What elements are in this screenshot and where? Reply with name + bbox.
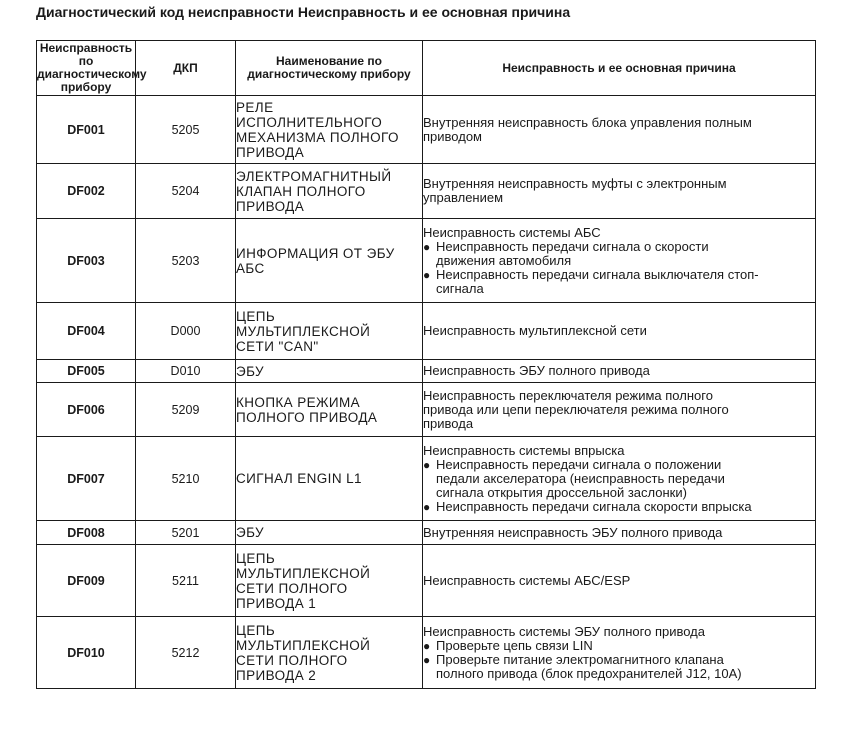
table-row <box>37 360 816 383</box>
fault-cause <box>423 383 816 437</box>
table-row <box>37 383 816 437</box>
dkp-code: 5204 <box>136 164 236 219</box>
fault-code: DF003 <box>37 219 136 303</box>
cause-text: Внутренняя неисправность муфты с электронным управлением <box>423 176 727 205</box>
cause-text: Неисправность системы ЭБУ полного привода <box>423 623 706 639</box>
dkp-code: 5211 <box>136 545 236 617</box>
table-row <box>37 96 816 164</box>
cause-bullet-text: Проверьте питание электромагнитного клапана полного привода (блок предохранителей J12, 10A) <box>436 651 742 681</box>
fault-cause <box>423 96 816 164</box>
fault-code: DF008 <box>37 521 136 545</box>
table-row <box>37 617 816 689</box>
dkp-code: 5209 <box>136 383 236 437</box>
device-name: ЭБУ <box>236 521 423 545</box>
table-row <box>37 521 816 545</box>
bullet-icon: ● <box>423 652 431 667</box>
dkp-code: 5205 <box>136 96 236 164</box>
cause-bullet-text: Неисправность передачи сигнала о скорости движения автомобиля <box>436 238 709 268</box>
fault-cause <box>423 617 816 689</box>
diagnostic-codes-table <box>36 40 816 689</box>
fault-cause <box>423 360 816 383</box>
dkp-code: 5203 <box>136 219 236 303</box>
dkp-code: D000 <box>136 303 236 360</box>
device-name: ЦЕПЬ МУЛЬТИПЛЕКСНОЙ СЕТИ ПОЛНОГО ПРИВОДА 2 <box>236 617 423 689</box>
device-name: КНОПКА РЕЖИМА ПОЛНОГО ПРИВОДА <box>236 383 423 437</box>
cause-bullet-item <box>423 639 815 653</box>
cause-bullet-item <box>423 458 815 500</box>
cause-text: Неисправность ЭБУ полного привода <box>423 363 650 378</box>
bullet-icon: ● <box>423 499 431 514</box>
fault-code: DF005 <box>37 360 136 383</box>
cause-bullet-text: Неисправность передачи сигнала выключателя стоп- сигнала <box>436 266 759 296</box>
device-name: РЕЛЕ ИСПОЛНИТЕЛЬНОГО МЕХАНИЗМА ПОЛНОГО ПРИВОДА <box>236 96 423 164</box>
table-row <box>37 437 816 521</box>
table-row <box>37 164 816 219</box>
cause-text: Неисправность мультиплексной сети <box>423 323 647 338</box>
device-name: ЦЕПЬ МУЛЬТИПЛЕКСНОЙ СЕТИ ПОЛНОГО ПРИВОДА 1 <box>236 545 423 617</box>
table-row <box>37 219 816 303</box>
fault-cause <box>423 164 816 219</box>
fault-cause <box>423 219 816 303</box>
fault-code: DF002 <box>37 164 136 219</box>
fault-code: DF010 <box>37 617 136 689</box>
fault-cause <box>423 437 816 521</box>
cause-bullet-item <box>423 500 815 514</box>
dkp-code: 5210 <box>136 437 236 521</box>
cause-bullet-text: Неисправность передачи сигнала скорости впрыска <box>436 498 752 514</box>
cause-text: Неисправность переключателя режима полного привода или цепи переключателя режима полного привода <box>423 387 729 431</box>
header-cause: Неисправность и ее основная причина <box>423 41 816 96</box>
device-name: ИНФОРМАЦИЯ ОТ ЭБУ АБС <box>236 219 423 303</box>
table-row <box>37 303 816 360</box>
cause-bullet-text: Неисправность передачи сигнала о положении педали акселератора (неисправность передачи сигнала открытия дроссельной заслонки) <box>436 456 725 500</box>
bullet-icon: ● <box>423 638 431 653</box>
cause-text: Неисправность системы АБС/ESP <box>423 572 631 588</box>
dkp-code: 5201 <box>136 521 236 545</box>
cause-text: Внутренняя неисправность блока управления полным приводом <box>423 114 752 144</box>
fault-code: DF001 <box>37 96 136 164</box>
device-name: ЭЛЕКТРОМАГНИТНЫЙ КЛАПАН ПОЛНОГО ПРИВОДА <box>236 164 423 219</box>
dkp-code: D010 <box>136 360 236 383</box>
cause-bullet-item <box>423 240 815 268</box>
header-dkp: ДКП <box>136 41 236 96</box>
header-name: Наименование по диагностическому прибору <box>236 41 423 96</box>
fault-code: DF006 <box>37 383 136 437</box>
cause-text: Неисправность системы впрыска <box>423 442 625 458</box>
device-name: ЦЕПЬ МУЛЬТИПЛЕКСНОЙ СЕТИ "CAN" <box>236 303 423 360</box>
bullet-icon: ● <box>423 457 431 472</box>
page-title: Диагностический код неисправности Неисправность и ее основная причина <box>36 4 571 20</box>
bullet-icon: ● <box>423 267 431 282</box>
table-header-row <box>37 41 816 96</box>
dkp-code: 5212 <box>136 617 236 689</box>
cause-text: Неисправность системы АБС <box>423 224 601 240</box>
bullet-icon: ● <box>423 239 431 254</box>
cause-bullet-item <box>423 268 815 296</box>
fault-cause <box>423 521 816 545</box>
device-name: ЭБУ <box>236 360 423 383</box>
cause-text: Внутренняя неисправность ЭБУ полного привода <box>423 524 723 540</box>
fault-code: DF009 <box>37 545 136 617</box>
table-row <box>37 545 816 617</box>
header-fault: Неисправность по диагностическому прибору <box>37 41 147 94</box>
cause-bullet-item <box>423 653 815 681</box>
device-name: СИГНАЛ ENGIN L1 <box>236 437 423 521</box>
fault-cause <box>423 545 816 617</box>
fault-code: DF007 <box>37 437 136 521</box>
fault-code: DF004 <box>37 303 136 360</box>
fault-cause <box>423 303 816 360</box>
cause-bullet-text: Проверьте цепь связи LIN <box>436 637 593 653</box>
